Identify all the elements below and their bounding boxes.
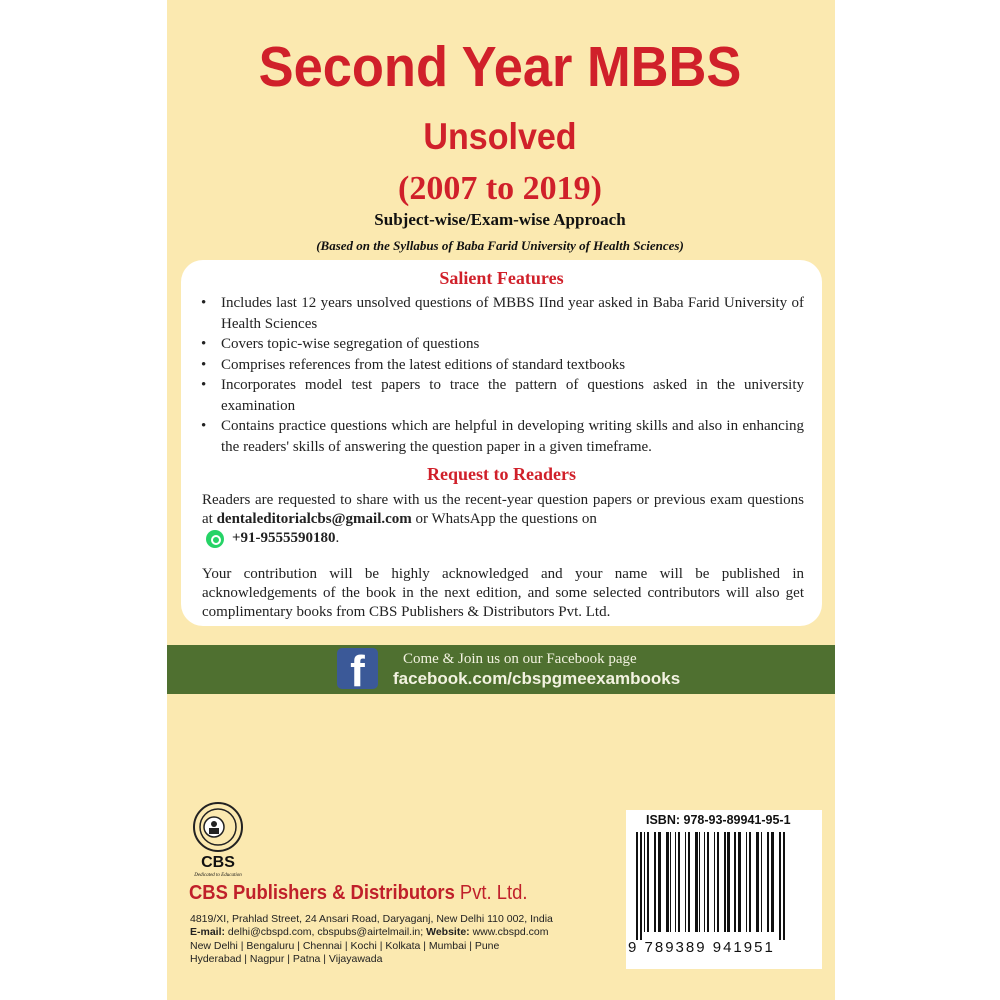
- barcode-bar: [734, 832, 736, 932]
- approach-text: Subject-wise/Exam-wise Approach: [374, 210, 626, 229]
- year-range: (2007 to 2019): [398, 170, 602, 207]
- barcode: [634, 832, 814, 940]
- barcode-bar: [647, 832, 649, 932]
- barcode-bar: [761, 832, 762, 932]
- barcode-bar: [727, 832, 730, 932]
- request-text-mid: or WhatsApp the questions on: [415, 511, 597, 527]
- website-label: Website:: [426, 926, 470, 938]
- barcode-bar: [636, 832, 638, 940]
- barcode-bar: [783, 832, 785, 940]
- barcode-bar: [771, 832, 774, 932]
- syllabus-note: (Based on the Syllabus of Baba Farid University of Health Sciences): [316, 238, 684, 253]
- barcode-bar: [767, 832, 769, 932]
- publisher-contact: [190, 926, 548, 938]
- barcode-bar: [678, 832, 680, 932]
- salient-features-heading: Salient Features: [439, 268, 564, 288]
- feature-item: • Contains practice questions which are helpful in developing writing skills and also in enhancing the readers' skills of answering the question paper in a given timeframe.: [201, 416, 804, 457]
- branches-line-1: New Delhi | Bengaluru | Chennai | Kochi | Kolkata | Mumbai | Pune: [190, 940, 500, 952]
- cbs-logo-icon: [190, 800, 250, 878]
- barcode-bar: [658, 832, 661, 932]
- facebook-invite: Come & Join us on our Facebook page: [403, 651, 637, 667]
- publisher-name-bold: CBS Publishers & Distributors: [189, 882, 455, 904]
- whatsapp-phone[interactable]: +91-9555590180: [232, 530, 336, 546]
- barcode-bar: [749, 832, 751, 932]
- publisher-name-suffix: Pvt. Ltd.: [454, 882, 528, 904]
- barcode-bar: [685, 832, 686, 932]
- book-title: Second Year MBBS: [258, 35, 742, 99]
- publisher-emails[interactable]: delhi@cbspd.com, cbspubs@airtelmail.in;: [225, 926, 427, 938]
- barcode-bar: [688, 832, 690, 932]
- isbn-label: ISBN: 978-93-89941-95-1: [646, 813, 791, 827]
- barcode-bar: [756, 832, 759, 932]
- feature-item: • Comprises references from the latest editions of standard textbooks: [201, 355, 804, 376]
- facebook-url[interactable]: facebook.com/cbspgmeexambooks: [393, 669, 681, 688]
- book-subtitle: Unsolved: [423, 116, 577, 157]
- logo-text: CBS: [201, 854, 235, 871]
- barcode-bar: [704, 832, 705, 932]
- request-heading: Request to Readers: [427, 464, 576, 484]
- barcode-bar: [654, 832, 656, 932]
- barcode-bar: [738, 832, 741, 932]
- features-list: [201, 293, 804, 457]
- feature-item: • Covers topic-wise segregation of questions: [201, 334, 804, 355]
- barcode-bar: [644, 832, 645, 932]
- facebook-banner: [167, 645, 835, 694]
- publisher-address: 4819/XI, Prahlad Street, 24 Ansari Road, Daryaganj, New Delhi 110 002, India: [190, 913, 553, 925]
- contact-email[interactable]: dentaleditorialcbs@gmail.com: [216, 511, 412, 527]
- barcode-bar: [675, 832, 676, 932]
- isbn-block: [626, 810, 822, 969]
- publisher-name: [189, 882, 527, 905]
- barcode-bar: [724, 832, 726, 932]
- features-panel: [181, 260, 822, 626]
- request-text: Readers are requested to share with us the recent-year question papers or previous exam questions at: [202, 492, 804, 527]
- barcode-bar: [695, 832, 698, 932]
- barcode-bar: [640, 832, 642, 940]
- barcode-bar: [779, 832, 781, 940]
- request-paragraph: [202, 491, 804, 548]
- barcode-bar: [670, 832, 671, 932]
- barcode-digits: 9 789389 941951: [628, 939, 775, 956]
- logo-tagline: Dedicated to Education: [194, 873, 242, 878]
- barcode-bar: [714, 832, 715, 932]
- barcode-bar: [746, 832, 747, 932]
- phone-period: .: [335, 530, 340, 546]
- barcode-bar: [699, 832, 700, 932]
- barcode-bar: [666, 832, 669, 932]
- barcode-bar: [707, 832, 709, 932]
- whatsapp-icon: [206, 530, 224, 548]
- publisher-website[interactable]: www.cbspd.com: [469, 926, 549, 938]
- barcode-bar: [717, 832, 719, 932]
- facebook-icon: f: [337, 648, 378, 689]
- branches-line-2: Hyderabad | Nagpur | Patna | Vijayawada: [190, 953, 383, 965]
- contribution-paragraph: Your contribution will be highly acknowledged and your name will be published in acknowledgements of the book in the next edition, and some selected contributors will also get complimentary books from CBS Publishers & Distributors Pvt. Ltd.: [202, 566, 804, 620]
- feature-item: • Includes last 12 years unsolved questions of MBBS IInd year asked in Baba Farid University of Health Sciences: [201, 293, 804, 334]
- feature-item: • Incorporates model test papers to trace the pattern of questions asked in the university examination: [201, 375, 804, 416]
- email-label: E-mail:: [190, 926, 226, 938]
